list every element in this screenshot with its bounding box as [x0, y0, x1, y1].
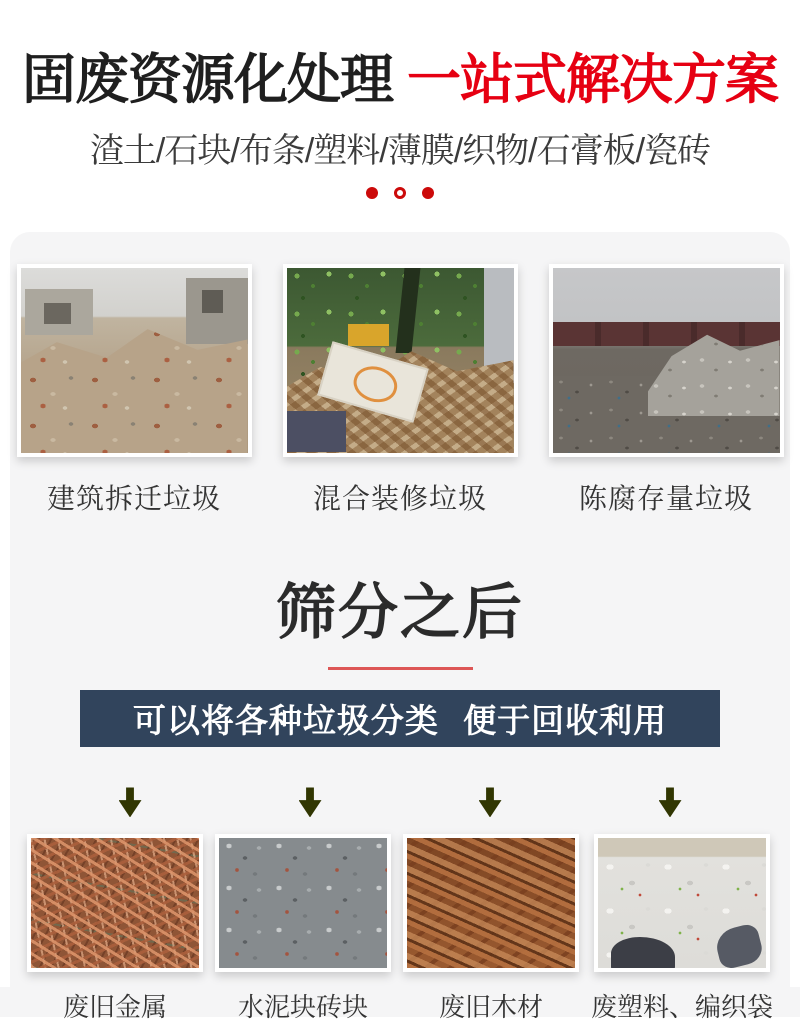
waste-plastic-bags-photo	[598, 838, 766, 968]
scrap-metal-photo	[31, 838, 199, 968]
waste-type-gallery	[10, 232, 790, 517]
page-title	[0, 50, 800, 110]
gallery-item	[283, 264, 518, 517]
carousel-dots	[0, 187, 800, 199]
dot-hollow-icon	[394, 187, 406, 199]
photo-frame	[17, 264, 252, 457]
photo-caption: 混合装修垃圾	[312, 483, 487, 515]
arrow-cell	[406, 787, 574, 817]
gallery-item	[591, 834, 773, 1024]
aged-stockpile-waste-photo	[553, 268, 780, 453]
warehouse-shape	[553, 322, 780, 346]
down-arrow-icon	[119, 787, 142, 817]
flow-arrows-row	[10, 787, 790, 817]
title-accent: 一站式解决方案	[407, 50, 778, 110]
scrap-wood-photo	[407, 838, 575, 968]
hero-section	[0, 0, 800, 199]
photo-frame	[283, 264, 518, 457]
gallery-item	[17, 264, 252, 517]
building-shape	[186, 278, 247, 345]
title-main: 固废资源化处理	[22, 50, 393, 110]
cement-brick-photo	[219, 838, 387, 968]
photo-caption: 废旧木材	[438, 992, 543, 1023]
down-arrow-icon	[479, 787, 502, 817]
section-heading: 筛分之后	[276, 579, 524, 647]
gallery-item	[215, 834, 391, 1024]
down-arrow-icon	[299, 787, 322, 817]
dot-filled-icon	[422, 187, 434, 199]
arrow-cell	[586, 787, 754, 817]
photo-caption: 废塑料、编织袋	[590, 992, 773, 1023]
photo-caption: 废旧金属	[62, 992, 167, 1023]
photo-caption: 水泥块砖块	[237, 992, 368, 1023]
gallery-item	[27, 834, 203, 1024]
dot-filled-icon	[366, 187, 378, 199]
gallery-item	[549, 264, 784, 517]
gallery-item	[403, 834, 579, 1024]
content-card	[10, 232, 790, 1023]
arrow-cell	[226, 787, 394, 817]
heading-underline	[328, 667, 473, 670]
photo-caption: 陈腐存量垃圾	[578, 483, 753, 515]
photo-frame	[215, 834, 391, 972]
photo-frame	[403, 834, 579, 972]
photo-frame	[594, 834, 770, 972]
arrow-cell	[46, 787, 214, 817]
photo-caption: 建筑拆迁垃圾	[46, 483, 221, 515]
down-arrow-icon	[659, 787, 682, 817]
mixed-renovation-waste-photo	[287, 268, 514, 453]
photo-frame	[27, 834, 203, 972]
building-shape	[25, 289, 93, 335]
material-list-subtitle: 渣土/石块/布条/塑料/薄膜/织物/石膏板/瓷砖	[89, 132, 711, 171]
construction-demolition-photo	[21, 268, 248, 453]
sofa-shape	[287, 411, 346, 452]
benefit-banner: 可以将各种垃圾分类 便于回收利用	[80, 690, 720, 747]
photo-frame	[549, 264, 784, 457]
furniture-shape	[348, 324, 389, 346]
